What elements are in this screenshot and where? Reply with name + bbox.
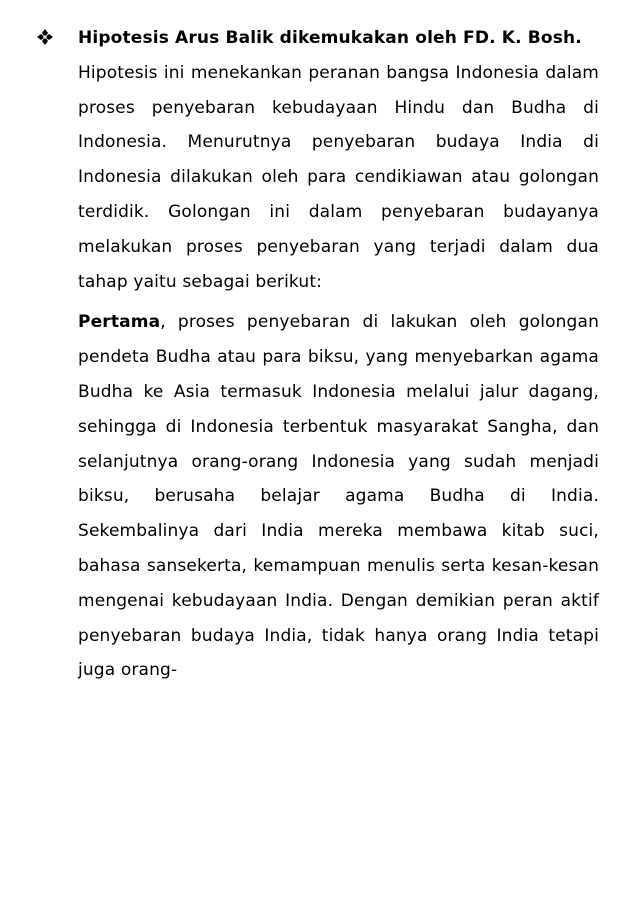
paragraph-lead-word: Pertama <box>78 312 161 333</box>
paragraph-first-stage <box>78 305 599 688</box>
document-body <box>78 21 599 688</box>
section-heading: Hipotesis Arus Balik dikemukakan oleh FD. K. Bosh. <box>78 28 582 48</box>
paragraph-hypothesis: Hipotesis ini menekankan peranan bangsa Indonesia dalam proses penyebaran kebudayaan Hindu dan Budha di Indonesia. Menurutnya penyebaran budaya India di Indonesia dilakukan oleh para cendikiawan atau golongan terdidik. Golongan ini dalam penyebaran budayanya melakukan proses penyebaran yang terjadi dalam dua tahap yaitu sebagai berikut: <box>78 62 599 292</box>
diamond-bullet-icon <box>36 28 54 46</box>
paragraph-first-stage-text: , proses penyebaran di lakukan oleh golongan pendeta Budha atau para biksu, yang menyebarkan agama Budha ke Asia termasuk Indonesia melalui jalur dagang, sehingga di Indonesia terbentuk masyarakat Sangha, dan selanjutnya orang-orang Indonesia yang sudah menjadi biksu, berusaha belajar agama Budha di India. Sekembalinya dari India mereka membawa kitab suci, bahasa sansekerta, kemampuan menulis serta kesan-kesan mengenai kebudayaan India. Dengan demikian peran aktif penyebaran budaya India, tidak hanya orang India tetapi juga orang- <box>78 312 599 681</box>
